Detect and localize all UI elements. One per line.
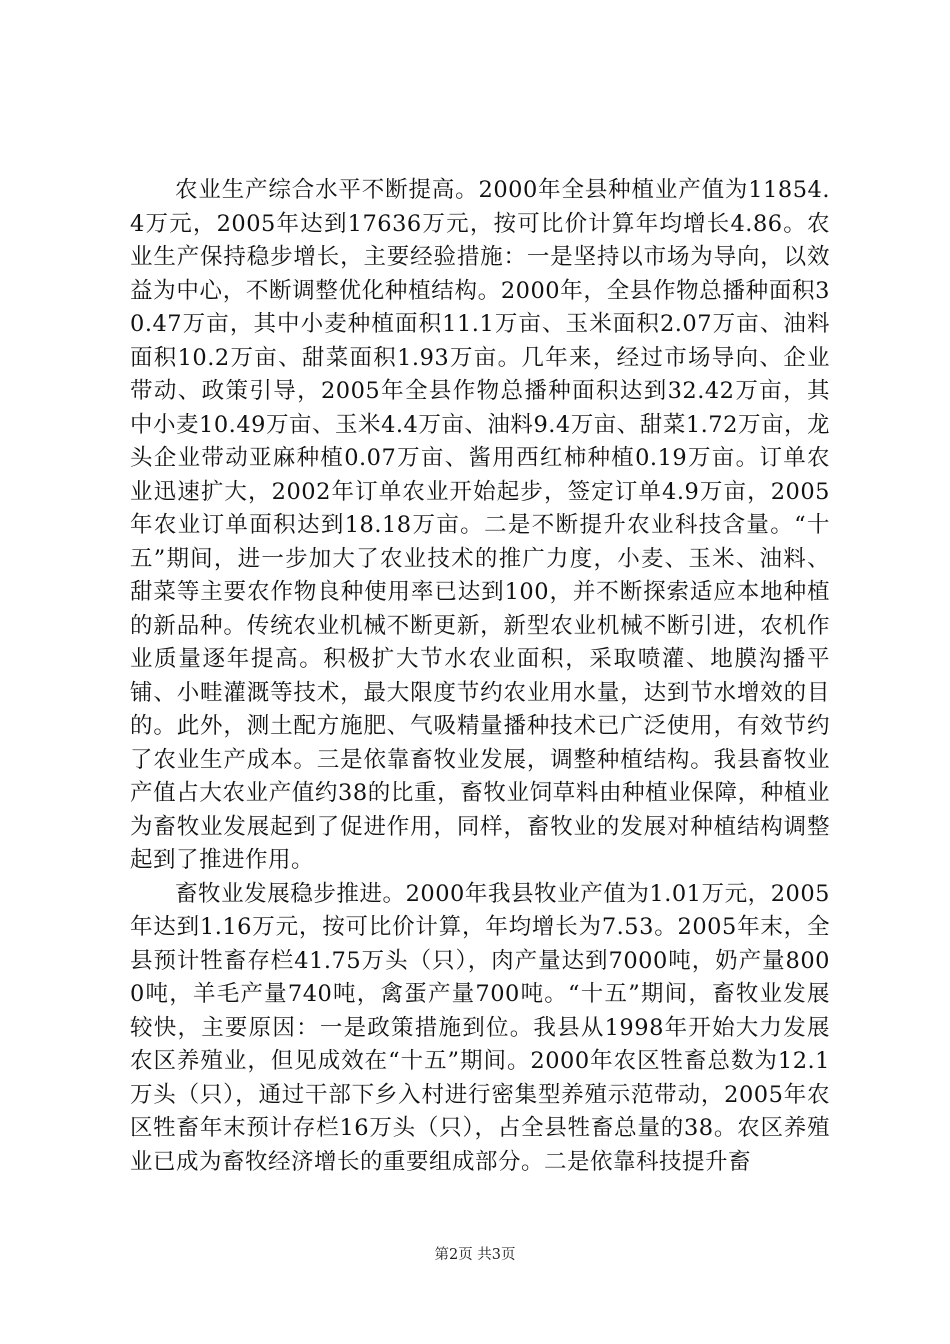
document-body [130, 174, 830, 1179]
paragraph-livestock: 畜牧业发展稳步推进。2000年我县牧业产值为1.01万元，2005年达到1.16万元，按可比价计算，年均增长为7.53。2005年末，全县预计牲畜存栏41.75万头（只），肉产量达到7000吨，奶产量8000吨，羊毛产量740吨，禽蛋产量700吨。“十五”期间，畜牧业发展较快，主要原因：一是政策措施到位。我县从1998年开始大力发展农区养殖业，但见成效在“十五”期间。2000年农区牲畜总数为12.1万头（只），通过干部下乡入村进行密集型养殖示范带动，2005年农区牲畜年末预计存栏16万头（只），占全县牲畜总量的38。农区养殖业已成为畜牧经济增长的重要组成部分。二是依靠科技提升畜 [130, 880, 830, 1175]
page-footer: 第2页 共3页 [434, 1247, 516, 1263]
paragraph-agriculture: 农业生产综合水平不断提高。2000年全县种植业产值为11854.4万元，2005年达到17636万元，按可比价计算年均增长4.86。农业生产保持稳步增长，主要经验措施：一是坚持以市场为导向，以效益为中心，不断调整优化种植结构。2000年，全县作物总播种面积30.47万亩，其中小麦种植面积11.1万亩、玉米面积2.07万亩、油料面积10.2万亩、甜菜面积1.93万亩。几年来，经过市场导向、企业带动、政策引导，2005年全县作物总播种面积达到32.42万亩，其中小麦10.49万亩、玉米4.4万亩、油料9.4万亩、甜菜1.72万亩，龙头企业带动亚麻种植0.07万亩、酱用西红柿种植0.19万亩。订单农业迅速扩大，2002年订单农业开始起步，签定订单4.9万亩，2005年农业订单面积达到18.18万亩。二是不断提升农业科技含量。“十五”期间，进一步加大了农业技术的推广力度，小麦、玉米、油料、甜菜等主要农作物良种使用率已达到100，并不断探索适应本地种植的新品种。传统农业机械不断更新，新型农业机械不断引进，农机作业质量逐年提高。积极扩大节水农业面积，采取喷灌、地膜沟播平铺、小畦灌溉等技术，最大限度节约农业用水量，达到节水增效的目的。此外，测土配方施肥、气吸精量播种技术已广泛使用，有效节约了农业生产成本。三是依靠畜牧业发展，调整种植结构。我县畜牧业产值占大农业产值约38的比重，畜牧业饲草料由种植业保障，种植业为畜牧业发展起到了促进作用，同样，畜牧业的发展对种植结构调整起到了推进作用。 [130, 177, 830, 873]
